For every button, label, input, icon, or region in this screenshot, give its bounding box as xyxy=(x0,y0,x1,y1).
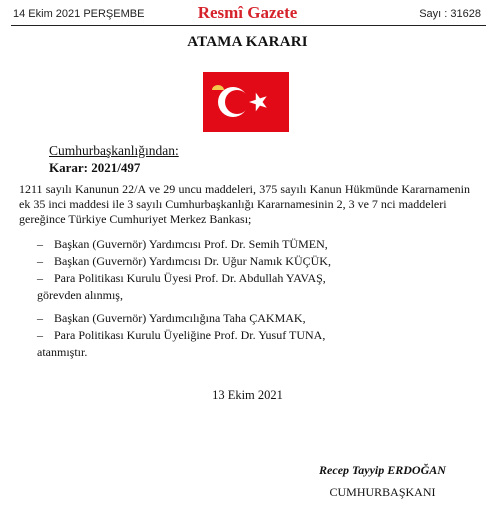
dismissed-item-text: Başkan (Guvernör) Yardımcısı Dr. Uğur Namık KÜÇÜK, xyxy=(54,254,331,268)
preamble-line: 1211 sayılı Kanunun 22/A ve 29 uncu maddeleri, 375 sayılı Kanun Hükmünde Kararnamenin xyxy=(19,182,470,196)
signer-last-name: ERDOĞAN xyxy=(387,463,446,477)
preamble-line: gereğince Türkiye Cumhuriyet Merkez Bankası; xyxy=(19,212,252,226)
dismissed-item xyxy=(37,237,328,252)
issue-number: Sayı : 31628 xyxy=(419,8,481,20)
list-dash: – xyxy=(37,311,43,325)
appointed-item-text: Para Politikası Kurulu Üyeliğine Prof. Dr. Yusuf TUNA, xyxy=(54,328,326,342)
list-dash: – xyxy=(37,237,43,251)
turkish-flag-icon xyxy=(203,72,289,132)
signer-name xyxy=(0,463,495,478)
list-dash: – xyxy=(37,271,43,285)
issuing-authority: Cumhurbaşkanlığından: xyxy=(49,143,179,158)
decision-date: 13 Ekim 2021 xyxy=(212,388,283,402)
header-date: 14 Ekim 2021 PERŞEMBE xyxy=(13,8,145,20)
gazette-name: Resmî Gazete xyxy=(197,3,298,22)
appointed-item xyxy=(37,328,325,343)
appointed-closing: atanmıştır. xyxy=(37,345,88,359)
dismissed-closing: görevden alınmış, xyxy=(37,288,123,302)
signer-title: CUMHURBAŞKANI xyxy=(329,485,436,499)
dismissed-item xyxy=(37,254,331,269)
dismissed-item-text: Başkan (Guvernör) Yardımcısı Prof. Dr. Semih TÜMEN, xyxy=(54,237,328,251)
appointed-item xyxy=(37,311,306,326)
list-dash: – xyxy=(37,254,43,268)
decision-number: Karar: 2021/497 xyxy=(49,160,141,175)
preamble-line: ek 35 inci maddesi ile 3 sayılı Cumhurbaşkanlığı Kararnamesinin 2, 3 ve 7 nci maddeleri xyxy=(19,197,447,211)
dismissed-item xyxy=(37,271,326,286)
list-dash: – xyxy=(37,328,43,342)
dismissed-item-text: Para Politikası Kurulu Üyesi Prof. Dr. Abdullah YAVAŞ, xyxy=(54,271,326,285)
header-divider xyxy=(11,25,486,26)
signer-first-name: Recep Tayyip xyxy=(319,463,385,477)
document-title: ATAMA KARARI xyxy=(187,34,308,50)
appointed-item-text: Başkan (Guvernör) Yardımcılığına Taha ÇAKMAK, xyxy=(54,311,306,325)
preamble-paragraph xyxy=(19,182,470,227)
